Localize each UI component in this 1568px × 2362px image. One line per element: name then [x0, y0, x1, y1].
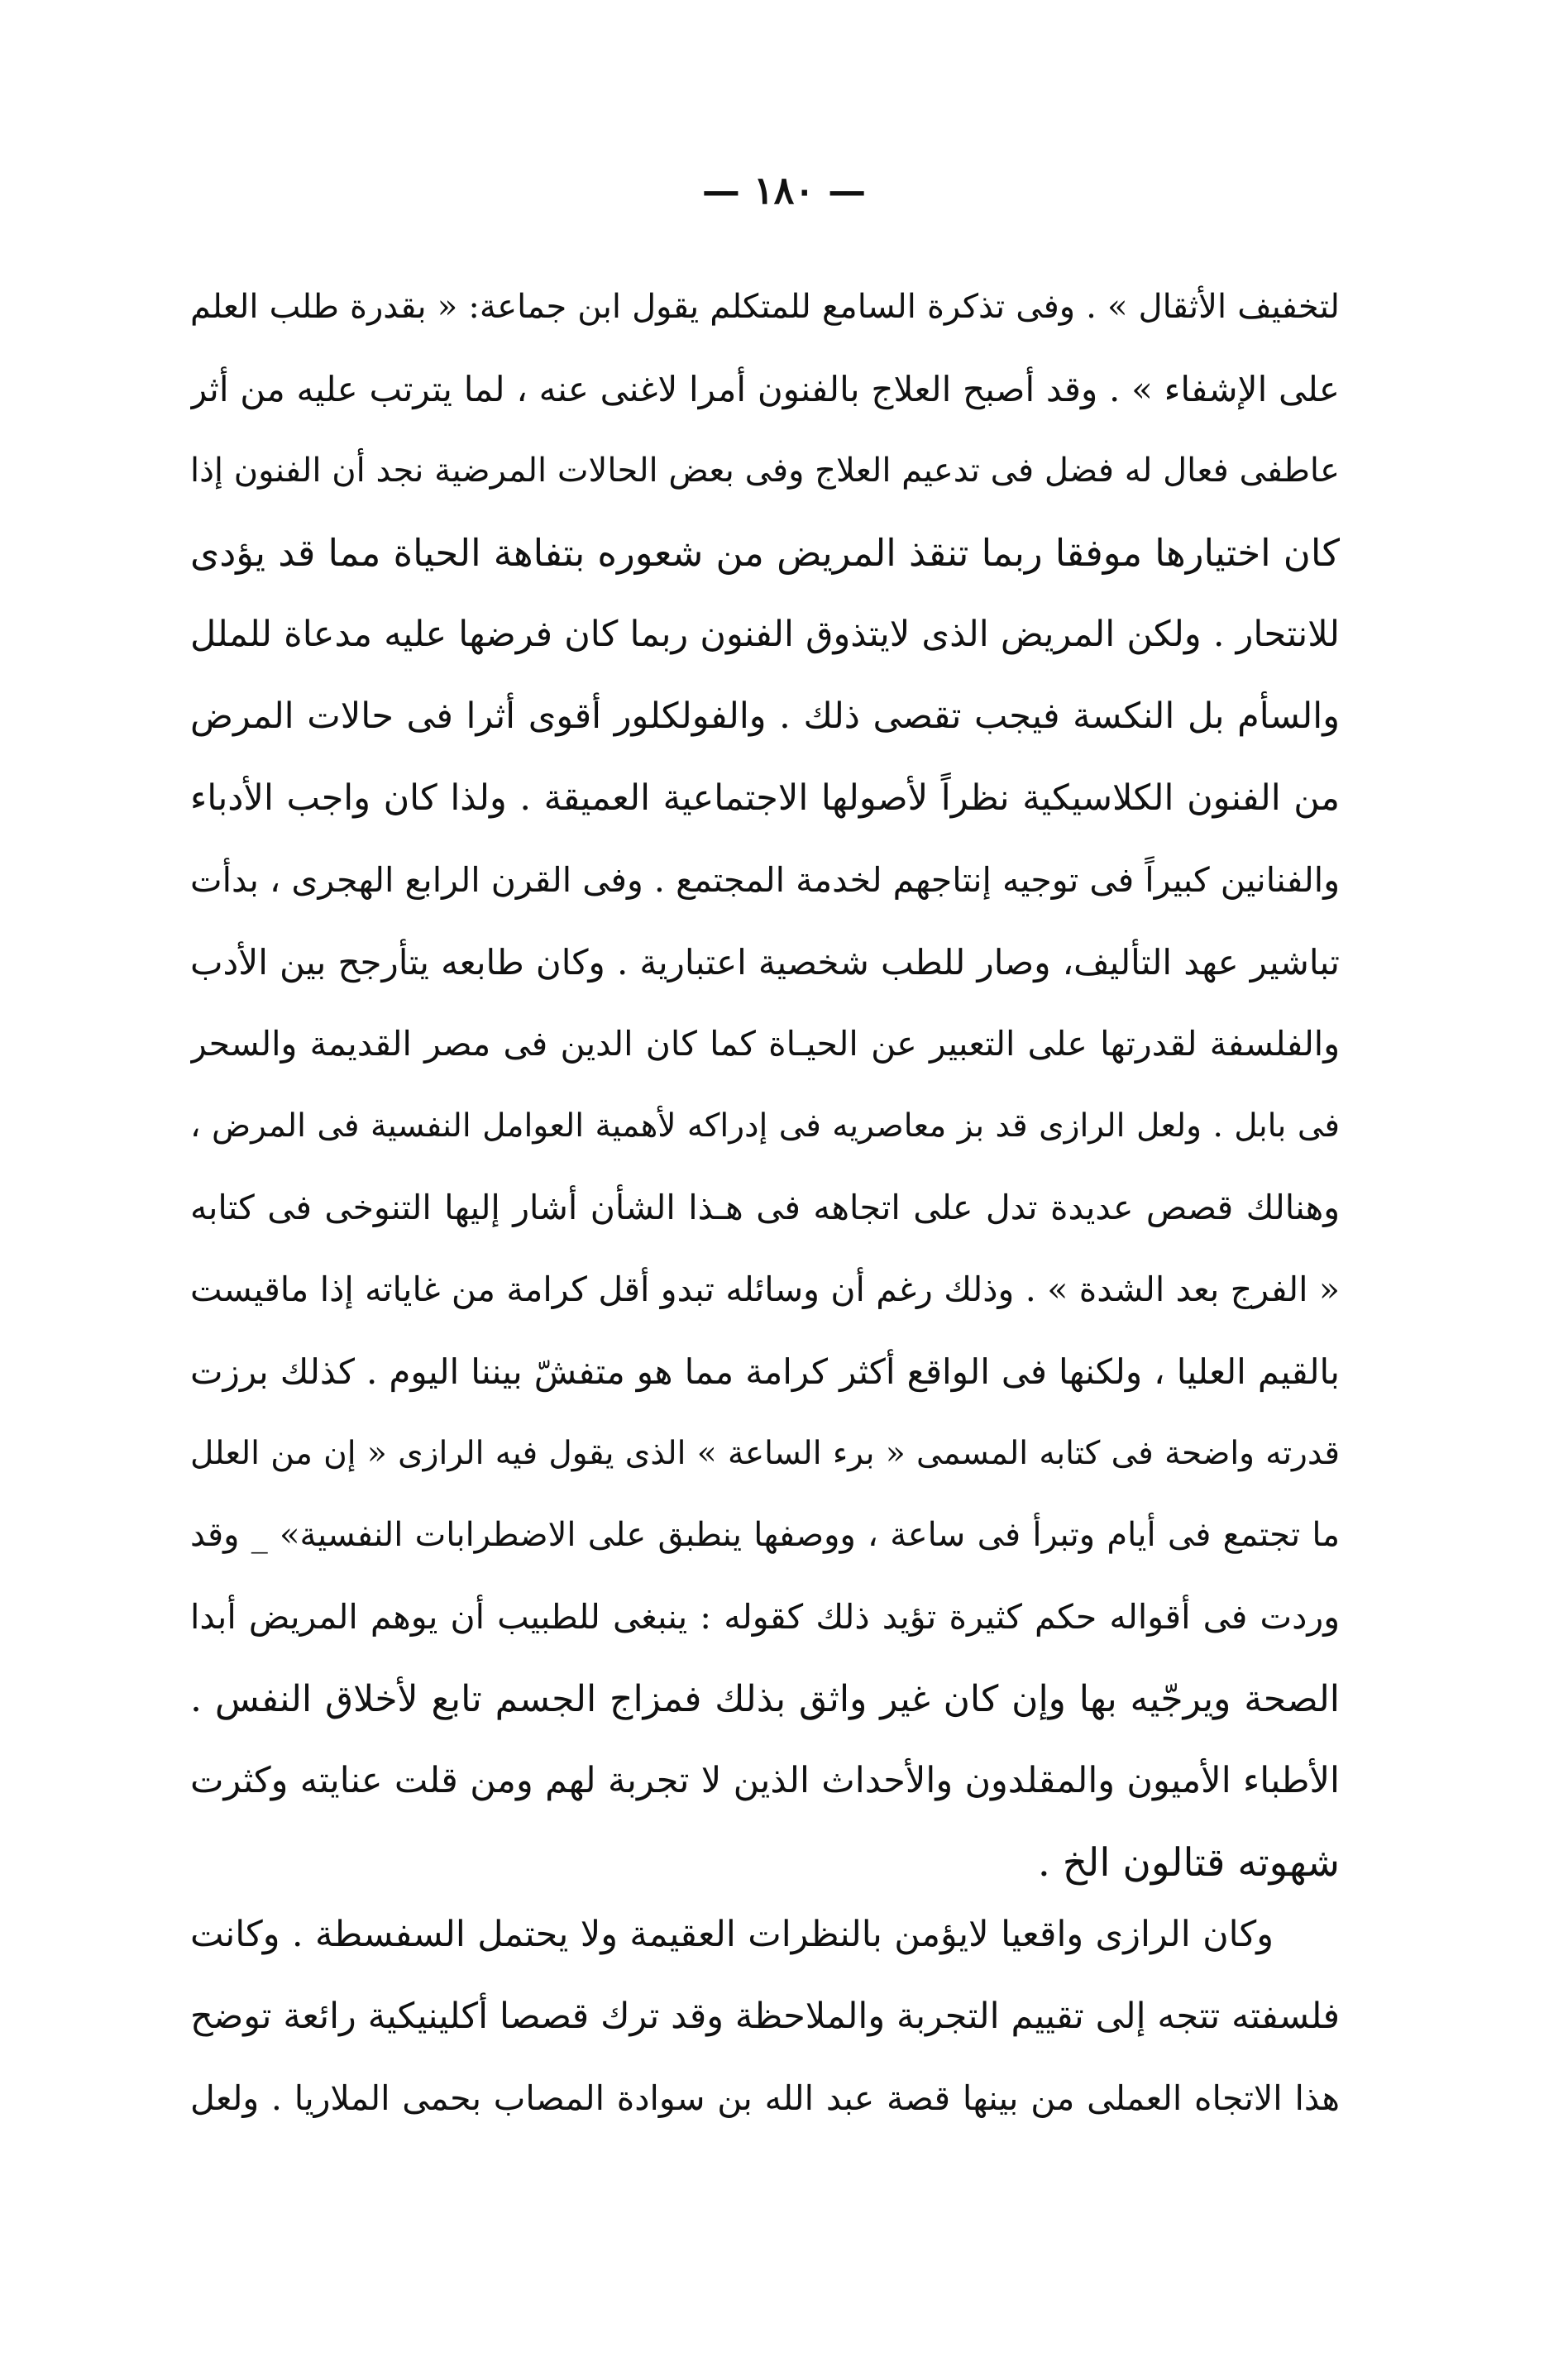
text-line: عاطفى فعال له فضل فى تدعيم العلاج وفى بعض الحالات المرضية نجد أن الفنون إذا — [190, 452, 1340, 490]
text-line: لتخفيف الأثقال » . وفى تذكرة السامع للمتكلم يقول ابن جماعة: « بقدرة طلب العلم — [190, 288, 1340, 326]
text-line: هذا الاتجاه العملى من بينها قصة عبد الله بن سوادة المصاب بحمى الملاريا . ولعل — [190, 2078, 1340, 2118]
text-line: والفنانين كبيراً فى توجيه إنتاجهم لخدمة المجتمع . وفى القرن الرابع الهجرى ، بدأت — [190, 860, 1340, 900]
paragraph-1 — [190, 266, 1340, 1904]
text-line: ما تجتمع فى أيام وتبرأ فى ساعة ، ووصفها ينطبق على الاضطرابات النفسية» _ وقد — [190, 1516, 1340, 1554]
text-line: فلسفته تتجه إلى تقييم التجربة والملاحظة وقد ترك قصصا أكلينيكية رائعة توضح — [190, 1996, 1340, 2037]
text-line: وهنالك قصص عديدة تدل على اتجاهه فى هـذا الشأن أشار إليها التنوخى فى كتابه — [190, 1188, 1340, 1227]
text-line: « الفرج بعد الشدة » . وذلك رغم أن وسائله تبدو أقل كرامة من غاياته إذا ماقيست — [190, 1269, 1340, 1309]
text-line: وردت فى أقواله حكم كثيرة تؤيد ذلك كقوله : ينبغى للطبيب أن يوهم المريض أبدا — [190, 1597, 1340, 1637]
paragraph-2 — [190, 1894, 1340, 2140]
text-line: كان اختيارها موفقا ربما تنقذ المريض من شعوره بتفاهة الحياة مما قد يؤدى — [190, 531, 1340, 575]
text-line: فى بابل . ولعل الرازى قد بز معاصريه فى إدراكه لأهمية العوامل النفسية فى المرض ، — [190, 1107, 1340, 1145]
text-line: بالقيم العليا ، ولكنها فى الواقع أكثر كرامة مما هو متفشّ بيننا اليوم . كذلك برزت — [190, 1351, 1340, 1392]
text-line: قدرته واضحة فى كتابه المسمى « برء الساعة » الذى يقول فيه الرازى « إن من العلل — [190, 1435, 1340, 1472]
text-line: والسأم بل النكسة فيجب تقصى ذلك . والفولكلور أقوى أثرا فى حالات المرض — [190, 696, 1340, 737]
text-line: والفلسفة لقدرتها على التعبير عن الحيـاة كما كان الدين فى مصر القديمة والسحر — [190, 1024, 1340, 1064]
text-line: وكان الرازى واقعيا لايؤمن بالنظرات العقيمة ولا يحتمل السفسطة . وكانت — [190, 1914, 1274, 1955]
text-line: على الإشفاء » . وقد أصبح العلاج بالفنون أمرا لاغنى عنه ، لما يترتب عليه من أثر — [190, 369, 1340, 409]
page-number: — ١٨٠ — — [701, 168, 867, 213]
text-line: للانتحار . ولكن المريض الذى لايتذوق الفنون ربما كان فرضها عليه مدعاة للملل — [190, 614, 1340, 655]
text-line: من الفنون الكلاسيكية نظراً لأصولها الاجتماعية العميقة . ولذا كان واجب الأدباء — [190, 777, 1340, 819]
text-line: الصحة ويرجّيه بها وإن كان غير واثق بذلك فمزاج الجسم تابع لأخلاق النفس . — [190, 1678, 1340, 1720]
text-line: الأطباء الأميون والمقلدون والأحداث الذين لا تجربة لهم ومن قلت عنايته وكثرت — [190, 1760, 1340, 1801]
text-line: تباشير عهد التأليف، وصار للطب شخصية اعتبارية . وكان طابعه يتأرجح بين الأدب — [190, 942, 1340, 983]
text-line: شهوته قتالون الخ . — [1037, 1840, 1340, 1886]
